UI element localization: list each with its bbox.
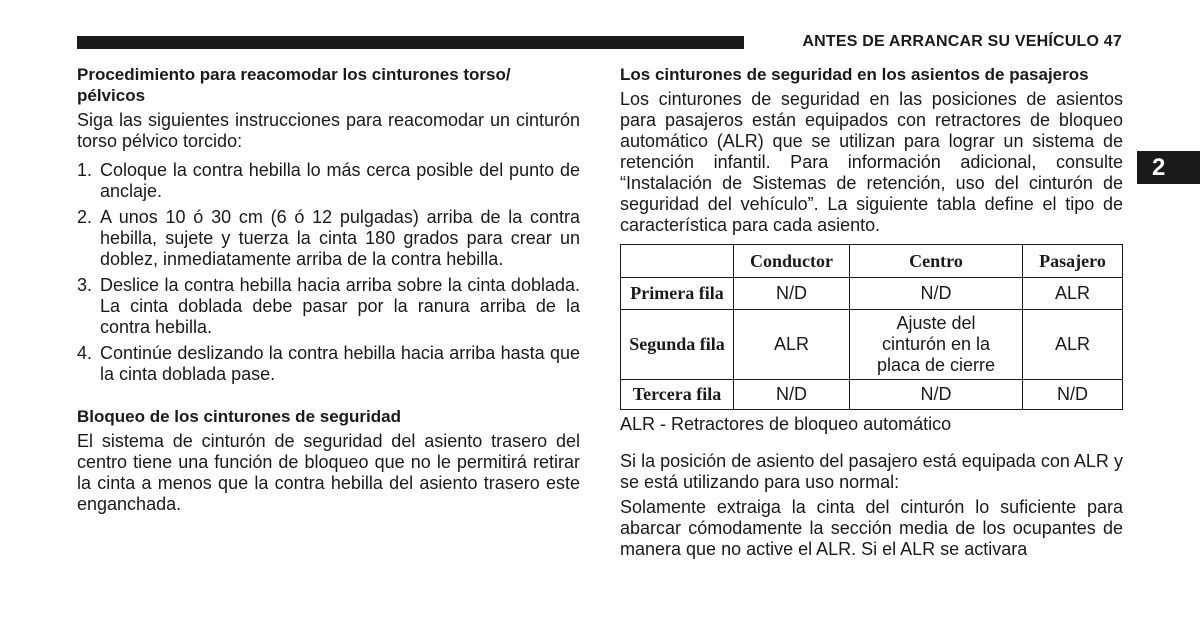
section-heading-pasajeros: Los cinturones de seguridad en los asientos de pasajeros	[620, 65, 1089, 84]
steps-list	[77, 160, 580, 385]
table-cell: N/D	[734, 278, 850, 310]
table-cell: ALR	[1023, 278, 1123, 310]
row-label: Primera fila	[621, 278, 734, 310]
table-cell: N/D	[850, 380, 1023, 410]
section-heading-bloqueo: Bloqueo de los cinturones de seguridad	[77, 407, 401, 426]
paragraph-alr-extraiga: Solamente extraiga la cinta del cinturón lo suficiente para abarcar cómodamente la sección media de los ocupantes de manera que no active el ALR. Si el ALR se activara	[620, 497, 1123, 559]
table-header-pasajero: Pasajero	[1023, 245, 1123, 278]
table-header-conductor: Conductor	[734, 245, 850, 278]
table-cell: Ajuste del cinturón en la placa de cierre	[850, 310, 1023, 380]
paragraph-alr-uso: Si la posición de asiento del pasajero está equipada con ALR y se está utilizando para uso normal:	[620, 451, 1123, 492]
chapter-tab: 2	[1137, 151, 1200, 184]
table-header-centro: Centro	[850, 245, 1023, 278]
step-item: 3. Deslice la contra hebilla hacia arriba sobre la cinta doblada. La cinta doblada debe pasar por la ranura arriba de la contra hebilla.	[77, 275, 580, 337]
table-row	[621, 310, 1123, 380]
table-cell: ALR	[734, 310, 850, 380]
section-heading-reacomodar: Procedimiento para reacomodar los cinturones torso/ pélvicos	[77, 65, 511, 105]
row-label: Tercera fila	[621, 380, 734, 410]
table-caption: ALR - Retractores de bloqueo automático	[620, 414, 952, 434]
header-rule	[77, 36, 744, 49]
table-cell: N/D	[734, 380, 850, 410]
page-header-title: ANTES DE ARRANCAR SU VEHÍCULO 47	[802, 33, 1122, 50]
table-row	[621, 380, 1123, 410]
seat-table	[620, 244, 1123, 410]
table-cell: N/D	[1023, 380, 1123, 410]
step-item: 1. Coloque la contra hebilla lo más cerca posible del punto de anclaje.	[77, 160, 580, 201]
table-cell: ALR	[1023, 310, 1123, 380]
section-intro: Siga las siguientes instrucciones para reacomodar un cinturón torso pélvico torcido:	[77, 110, 580, 151]
section-body-bloqueo: El sistema de cinturón de seguridad del asiento trasero del centro tiene una función de bloqueo que no le permitirá retirar la cinta a menos que la contra hebilla del asiento trasero este enganchada.	[77, 431, 580, 514]
row-label: Segunda fila	[621, 310, 734, 380]
step-item: 4. Continúe deslizando la contra hebilla hacia arriba hasta que la cinta doblada pase.	[77, 343, 580, 384]
left-column	[77, 64, 580, 515]
table-row	[621, 278, 1123, 310]
table-header-empty	[621, 245, 734, 278]
section-intro-pasajeros: Los cinturones de seguridad en las posiciones de asientos para pasajeros están equipados con retractores de bloqueo automático (ALR) que se utilizan para lograr un sistema de retención infantil. Para información adicional, consulte “Instalación de Sistemas de retención, uso del cinturón de seguridad del vehículo”. La siguiente tabla define el tipo de característica para cada asiento.	[620, 89, 1123, 235]
table-cell: N/D	[850, 278, 1023, 310]
table-header-row	[621, 245, 1123, 278]
step-item: 2. A unos 10 ó 30 cm (6 ó 12 pulgadas) arriba de la contra hebilla, sujete y tuerza la cinta 180 grados para crear un doblez, inmediatamente arriba de la contra hebilla.	[77, 207, 580, 269]
right-column	[620, 64, 1123, 560]
